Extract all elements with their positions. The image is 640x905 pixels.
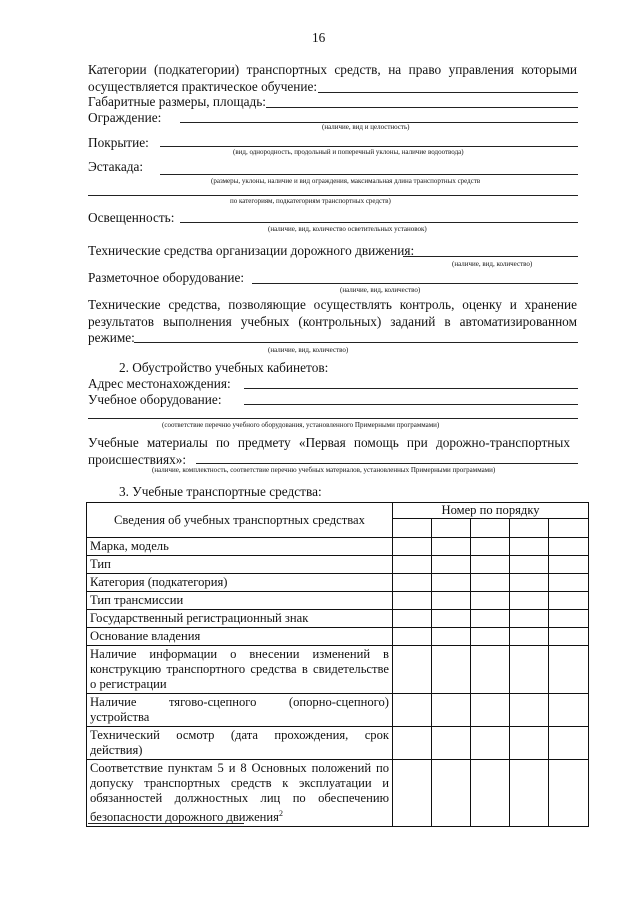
overpass-fill-line2 bbox=[88, 195, 578, 196]
table-row bbox=[87, 592, 589, 610]
value-cell[interactable] bbox=[393, 628, 432, 646]
table-row bbox=[87, 538, 589, 556]
value-cell[interactable] bbox=[549, 646, 589, 694]
tech-means-line2: результатов выполнения учебных (контрольных) заданий в автоматизированном bbox=[88, 314, 577, 329]
equipment-note: (соответствие перечню учебного оборудования, установленного Примерными программами) bbox=[162, 421, 440, 429]
marking-fill-line bbox=[252, 283, 578, 284]
value-cell[interactable] bbox=[393, 574, 432, 592]
traffic-means-note: (наличие, вид, количество) bbox=[452, 260, 533, 268]
table-row bbox=[87, 628, 589, 646]
value-cell[interactable] bbox=[510, 646, 549, 694]
value-cell[interactable] bbox=[471, 760, 510, 827]
value-cell[interactable] bbox=[549, 610, 589, 628]
section3-heading: 3. Учебные транспортные средства: bbox=[119, 484, 322, 499]
table-row bbox=[87, 574, 589, 592]
value-cell[interactable] bbox=[432, 592, 471, 610]
row-label: Наличие тягово-сцепного (опорно-сцепного) устройства bbox=[87, 694, 393, 727]
row-label: Тип bbox=[87, 556, 393, 574]
categories-text-line2: осуществляется практическое обучение: bbox=[88, 79, 318, 94]
row-label: Тип трансмиссии bbox=[87, 592, 393, 610]
address-fill-line bbox=[244, 388, 578, 389]
value-cell[interactable] bbox=[510, 574, 549, 592]
table-row bbox=[87, 727, 589, 760]
overpass-note-line2: по категориям, подкатегориям транспортных средств) bbox=[230, 197, 391, 205]
equipment-fill-line2 bbox=[88, 418, 578, 419]
coating-label: Покрытие: bbox=[88, 135, 149, 150]
table-row bbox=[87, 556, 589, 574]
materials-note: (наличие, комплектность, соответствие перечню учебных материалов, установленных Примерными программами) bbox=[152, 466, 496, 474]
value-cell[interactable] bbox=[393, 538, 432, 556]
header-serial-number: Номер по порядку bbox=[393, 503, 589, 519]
value-cell[interactable] bbox=[471, 646, 510, 694]
fence-label: Ограждение: bbox=[88, 110, 162, 125]
materials-line2: происшествиях»: bbox=[88, 452, 187, 467]
materials-fill-line bbox=[196, 463, 578, 464]
value-cell[interactable] bbox=[510, 760, 549, 827]
traffic-means-fill-line bbox=[403, 256, 578, 257]
value-cell[interactable] bbox=[471, 694, 510, 727]
lighting-note: (наличие, вид, количество осветительных установок) bbox=[268, 225, 427, 233]
value-cell[interactable] bbox=[432, 628, 471, 646]
value-cell[interactable] bbox=[471, 610, 510, 628]
value-cell[interactable] bbox=[549, 760, 589, 827]
value-cell[interactable] bbox=[393, 592, 432, 610]
value-cell[interactable] bbox=[549, 574, 589, 592]
value-cell[interactable] bbox=[510, 592, 549, 610]
tech-means-fill-line bbox=[134, 342, 578, 343]
lighting-label: Освещенность: bbox=[88, 210, 175, 225]
value-cell[interactable] bbox=[471, 727, 510, 760]
equipment-label: Учебное оборудование: bbox=[88, 392, 222, 407]
coating-note: (вид, однородность, продольный и поперечный уклоны, наличие водоотвода) bbox=[233, 148, 464, 156]
value-cell[interactable] bbox=[471, 574, 510, 592]
value-cell[interactable] bbox=[549, 628, 589, 646]
row-label: Основание владения bbox=[87, 628, 393, 646]
row-label: Технический осмотр (дата прохождения, срок действия) bbox=[87, 727, 393, 760]
overpass-note-line1: (размеры, уклоны, наличие и вид ограждения, максимальная длина транспортных средств bbox=[211, 177, 481, 185]
value-cell[interactable] bbox=[393, 760, 432, 827]
value-cell[interactable] bbox=[432, 694, 471, 727]
value-cell[interactable] bbox=[432, 610, 471, 628]
footnote-mark: 2 bbox=[278, 809, 283, 818]
materials-line1: Учебные материалы по предмету «Первая помощь при дорожно-транспортных bbox=[88, 435, 570, 450]
value-cell[interactable] bbox=[471, 628, 510, 646]
dimensions-label: Габаритные размеры, площадь: bbox=[88, 94, 267, 109]
tech-means-line3: режиме: bbox=[88, 330, 135, 345]
value-cell[interactable] bbox=[510, 694, 549, 727]
value-cell[interactable] bbox=[549, 694, 589, 727]
equipment-fill-line bbox=[244, 404, 578, 405]
value-cell[interactable] bbox=[393, 727, 432, 760]
value-cell[interactable] bbox=[393, 556, 432, 574]
header-vehicle-info: Сведения об учебных транспортных средствах bbox=[87, 503, 393, 538]
table-row bbox=[87, 694, 589, 727]
table-header-row bbox=[87, 503, 589, 519]
categories-text-line1: Категории (подкатегории) транспортных средств, на право управления которыми bbox=[88, 62, 577, 77]
page-number: 16 bbox=[312, 30, 326, 45]
address-label: Адрес местонахождения: bbox=[88, 376, 231, 391]
number-cell[interactable] bbox=[432, 519, 471, 538]
value-cell[interactable] bbox=[393, 610, 432, 628]
value-cell[interactable] bbox=[471, 538, 510, 556]
value-cell[interactable] bbox=[549, 592, 589, 610]
value-cell[interactable] bbox=[549, 538, 589, 556]
row-label: Государственный регистрационный знак bbox=[87, 610, 393, 628]
fence-note: (наличие, вид и целостность) bbox=[322, 123, 410, 131]
row-label: Наличие информации о внесении изменений в конструкцию транспортного средства в свидетельстве о регистрации bbox=[87, 646, 393, 694]
value-cell[interactable] bbox=[471, 556, 510, 574]
table-row bbox=[87, 760, 589, 827]
tech-means-line1: Технические средства, позволяющие осуществлять контроль, оценку и хранение bbox=[88, 297, 577, 312]
marking-note: (наличие, вид, количество) bbox=[340, 286, 421, 294]
value-cell[interactable] bbox=[510, 538, 549, 556]
dimensions-fill-line bbox=[266, 107, 578, 108]
value-cell[interactable] bbox=[393, 694, 432, 727]
value-cell[interactable] bbox=[549, 727, 589, 760]
coating-fill-line bbox=[160, 146, 578, 147]
footnote-separator bbox=[88, 823, 244, 824]
value-cell[interactable] bbox=[432, 538, 471, 556]
number-cell[interactable] bbox=[471, 519, 510, 538]
number-cell[interactable] bbox=[549, 519, 589, 538]
value-cell[interactable] bbox=[510, 610, 549, 628]
value-cell[interactable] bbox=[549, 556, 589, 574]
tech-means-note: (наличие, вид, количество) bbox=[268, 346, 349, 354]
value-cell[interactable] bbox=[471, 592, 510, 610]
value-cell[interactable] bbox=[510, 727, 549, 760]
table-row bbox=[87, 610, 589, 628]
value-cell[interactable] bbox=[510, 628, 549, 646]
row-label: Категория (подкатегория) bbox=[87, 574, 393, 592]
value-cell[interactable] bbox=[510, 556, 549, 574]
overpass-fill-line bbox=[160, 174, 578, 175]
lighting-fill-line bbox=[180, 222, 578, 223]
value-cell[interactable] bbox=[432, 556, 471, 574]
value-cell[interactable] bbox=[432, 574, 471, 592]
value-cell[interactable] bbox=[432, 646, 471, 694]
value-cell[interactable] bbox=[432, 727, 471, 760]
section2-heading: 2. Обустройство учебных кабинетов: bbox=[119, 360, 329, 375]
marking-label: Разметочное оборудование: bbox=[88, 270, 245, 285]
overpass-label: Эстакада: bbox=[88, 159, 144, 174]
row-label-compliance bbox=[87, 760, 393, 827]
vehicles-table bbox=[86, 502, 589, 827]
number-cell[interactable] bbox=[510, 519, 549, 538]
row-label: Марка, модель bbox=[87, 538, 393, 556]
traffic-means-label: Технические средства организации дорожного движения: bbox=[88, 243, 415, 258]
categories-fill-line bbox=[318, 92, 578, 93]
value-cell[interactable] bbox=[432, 760, 471, 827]
table-row bbox=[87, 646, 589, 694]
row-label-text: Соответствие пунктам 5 и 8 Основных положений по допуску транспортных средств к эксплуатации и обязанностей должностных лиц по обеспечению безопасности дорожного движения bbox=[90, 761, 389, 825]
value-cell[interactable] bbox=[393, 646, 432, 694]
number-cell[interactable] bbox=[393, 519, 432, 538]
